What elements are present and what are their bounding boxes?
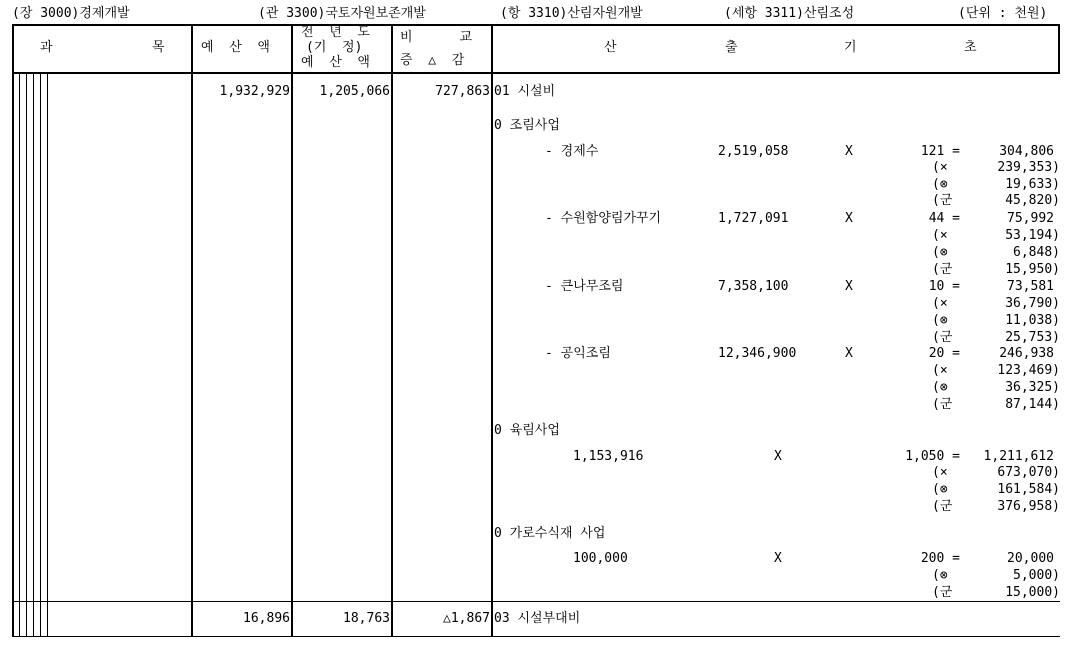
breakdown-value: 45,820) — [1005, 193, 1060, 208]
col-gwamok-1: 과 — [40, 40, 53, 55]
section-b-qty: 1,050 = — [905, 449, 960, 464]
col-prev-2: (기 정) — [306, 40, 363, 55]
breakdown-value: 53,194) — [1005, 228, 1060, 243]
item-name: - 공익조림 — [545, 346, 611, 361]
col-budget: 예 산 액 — [201, 40, 270, 55]
breakdown-label: (× — [932, 465, 948, 480]
breakdown-value: 123,469) — [997, 363, 1060, 378]
item-name: - 수원함양림가꾸기 — [545, 211, 662, 226]
breakdown-value: 673,070) — [997, 465, 1060, 480]
section-b-x: X — [774, 449, 782, 464]
gwamok-rule-2 — [26, 73, 27, 636]
gwan-label: (관 3300)국토자원보존개발 — [258, 6, 426, 21]
col-gwamok-2: 목 — [152, 40, 165, 55]
breakdown-label: (× — [932, 228, 948, 243]
breakdown-label: (⊗ — [932, 568, 948, 583]
row-separator — [12, 601, 1060, 602]
gwamok-rule-5 — [47, 73, 48, 636]
breakdown-label: (군 — [932, 330, 953, 345]
col-basis-3: 기 — [844, 40, 857, 55]
breakdown-label: (× — [932, 296, 948, 311]
breakdown-value: 161,584) — [997, 482, 1060, 497]
col-prev-1: 전 년 도 — [301, 25, 370, 40]
table-bottom-border — [12, 636, 1060, 637]
item-x: X — [845, 144, 853, 159]
hang-label: (항 3310)산림자원개발 — [500, 6, 643, 21]
breakdown-label: (⊗ — [932, 313, 948, 328]
row2-title: 03 시설부대비 — [494, 611, 581, 626]
item-amount: 1,727,091 — [718, 211, 789, 226]
item-qty: 20 = — [928, 346, 960, 361]
row1-prev: 1,205,066 — [319, 84, 390, 99]
breakdown-value: 376,958) — [997, 499, 1060, 514]
breakdown-label: (× — [932, 160, 948, 175]
left-border — [12, 24, 14, 636]
breakdown-label: (⊗ — [932, 177, 948, 192]
breakdown-value: 19,633) — [1005, 177, 1060, 192]
col-basis-2: 출 — [725, 40, 738, 55]
unit-label: (단위 : 천원) — [958, 6, 1048, 21]
item-total: 73,581 — [1007, 279, 1054, 294]
col-divider-3 — [391, 24, 393, 636]
item-qty: 121 = — [920, 144, 960, 159]
breakdown-value: 87,144) — [1005, 397, 1060, 412]
item-total: 75,992 — [1007, 211, 1054, 226]
section-c-x: X — [774, 551, 782, 566]
row1-title: 01 시설비 — [494, 84, 556, 99]
breakdown-value: 15,950) — [1005, 262, 1060, 277]
row2-prev: 18,763 — [343, 611, 390, 626]
breakdown-label: (군 — [932, 262, 953, 277]
item-total: 304,806 — [999, 144, 1054, 159]
header-bottom-border — [12, 72, 1060, 74]
breakdown-label: (군 — [932, 499, 953, 514]
section-c-qty: 200 = — [920, 551, 960, 566]
row1-diff: 727,863 — [435, 84, 490, 99]
breakdown-label: (군 — [932, 397, 953, 412]
breakdown-label: (군 — [932, 585, 953, 600]
col-divider-2 — [291, 24, 293, 636]
row2-budget: 16,896 — [243, 611, 290, 626]
item-amount: 12,346,900 — [718, 346, 797, 361]
breakdown-value: 5,000) — [1013, 568, 1060, 583]
section-b-total: 1,211,612 — [983, 449, 1054, 464]
item-name: - 큰나무조림 — [545, 279, 624, 294]
breakdown-label: (군 — [932, 193, 953, 208]
breakdown-value: 6,848) — [1013, 245, 1060, 260]
col-divider-1 — [191, 24, 193, 636]
col-divider-4 — [491, 24, 493, 636]
breakdown-label: (⊗ — [932, 245, 948, 260]
col-basis-4: 초 — [964, 40, 977, 55]
breakdown-value: 36,790) — [1005, 296, 1060, 311]
breakdown-value: 15,000) — [1005, 585, 1060, 600]
breakdown-label: (⊗ — [932, 380, 948, 395]
sehang-label: (세항 3311)산림조성 — [724, 6, 855, 21]
breakdown-label: (× — [932, 363, 948, 378]
row1-budget: 1,932,929 — [219, 84, 290, 99]
section-a-title: 0 조림사업 — [494, 118, 560, 133]
section-c-title: 0 가로수식재 사업 — [494, 526, 606, 541]
jang-label: (장 3000)경제개발 — [12, 6, 130, 21]
right-border — [1058, 24, 1060, 74]
section-b-amount: 1,153,916 — [573, 449, 644, 464]
table-top-border — [12, 24, 1060, 26]
col-basis-1: 산 — [604, 40, 617, 55]
col-comp-2: 증 △ 감 — [400, 53, 465, 68]
item-amount: 2,519,058 — [718, 144, 789, 159]
item-x: X — [845, 279, 853, 294]
breakdown-label: (⊗ — [932, 482, 948, 497]
item-total: 246,938 — [999, 346, 1054, 361]
item-x: X — [845, 211, 853, 226]
breakdown-value: 239,353) — [997, 160, 1060, 175]
section-c-amount: 100,000 — [573, 551, 628, 566]
item-qty: 10 = — [928, 279, 960, 294]
item-x: X — [845, 346, 853, 361]
breakdown-value: 25,753) — [1005, 330, 1060, 345]
section-c-total: 20,000 — [1007, 551, 1054, 566]
item-name: - 경제수 — [545, 144, 599, 159]
item-qty: 44 = — [928, 211, 960, 226]
col-prev-3: 예 산 액 — [301, 55, 370, 70]
item-amount: 7,358,100 — [718, 279, 789, 294]
gwamok-rule-1 — [19, 73, 20, 636]
breakdown-value: 36,325) — [1005, 380, 1060, 395]
gwamok-rule-4 — [40, 73, 41, 636]
row2-diff: △1,867 — [443, 611, 490, 626]
gwamok-rule-3 — [33, 73, 34, 636]
section-b-title: 0 육림사업 — [494, 423, 560, 438]
breakdown-value: 11,038) — [1005, 313, 1060, 328]
col-comp-1: 비 교 — [400, 30, 473, 45]
